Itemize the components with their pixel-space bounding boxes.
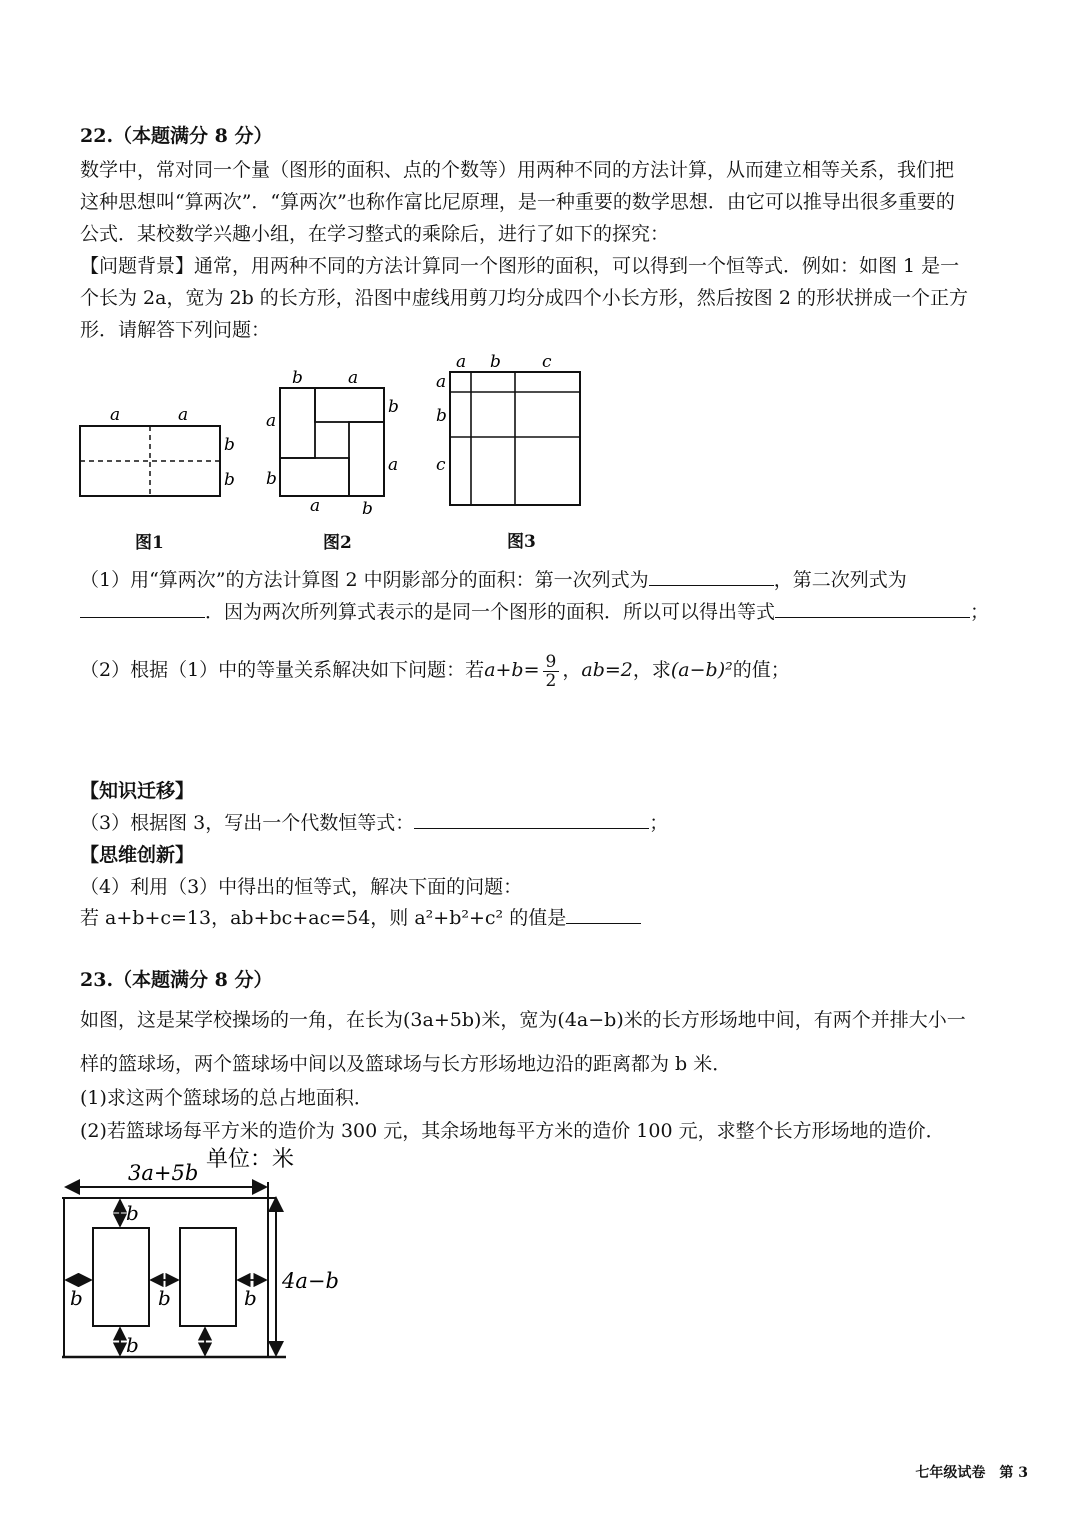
fig2-label-a-bottom: a	[310, 496, 321, 516]
fig3-label-b-left: b	[436, 406, 447, 426]
fig2-label-b-top: b	[292, 370, 303, 388]
q22-background-line-1: 【问题背景】通常，用两种不同的方法计算同一个图形的面积，可以得到一个恒等式．例如：如图 1 是一	[80, 255, 960, 277]
gap-label-right: b	[244, 1286, 257, 1310]
fig1-label-b-top: b	[224, 435, 235, 455]
figure-3	[430, 350, 590, 510]
fig1-label-a-right: a	[178, 405, 189, 425]
fraction-nine-halves: $\frac{9}{2}$	[543, 653, 560, 690]
fig3-label-a-left: a	[436, 372, 447, 392]
innovation-heading: 【思维创新】	[80, 844, 195, 866]
q22-part2-line: （2）根据（1）中的等量关系解决如下问题：若a+b= $\frac{9}{2}$ ，ab=2，求(a−b)²的值；	[80, 651, 790, 691]
q22-part1-line-2: ．因为两次所列算式表示的是同一个图形的面积．所以可以得出等式 ；	[80, 599, 989, 625]
q22-part3-line: （3）根据图 3，写出一个代数恒等式： ；	[80, 812, 669, 834]
q23-line-2: 样的篮球场，两个篮球场中间以及篮球场与长方形场地边沿的距离都为 b 米．	[80, 1053, 732, 1075]
answer-blank-equation[interactable]	[775, 599, 970, 618]
fig2-label-b-left: b	[266, 469, 277, 489]
q22-intro-line-2: 这种思想叫“算两次”．“算两次”也称作富比尼原理，是一种重要的数学思想．由它可以推导出很多重要的	[80, 191, 955, 213]
fig2-label-a-right: a	[388, 455, 399, 475]
gap-label-bottom: b	[126, 1333, 139, 1357]
fig2-label-a-left: a	[266, 411, 277, 431]
q23-part1: (1)求这两个篮球场的总占地面积．	[80, 1087, 373, 1109]
basketball-court-left	[93, 1228, 149, 1326]
answer-blank-first-expression[interactable]	[649, 567, 774, 586]
fig1-label-a-left: a	[110, 405, 121, 425]
fig3-label-b-top: b	[490, 352, 501, 372]
answer-blank-sum-of-squares[interactable]	[566, 905, 641, 924]
q23-part2: (2)若篮球场每平方米的造价为 300 元，其余场地每平方米的造价 100 元，求整个长方形场地的造价．	[80, 1120, 945, 1142]
width-label: 4a−b	[282, 1269, 339, 1293]
q22-part1-line-1: （1）用“算两次”的方法计算图 2 中阴影部分的面积：第一次列式为 ，第二次列式为	[80, 569, 907, 591]
fig3-label-a-top: a	[456, 352, 467, 372]
figure-3-caption: 图3	[507, 532, 536, 552]
q22-header: 22.（本题满分 8 分）	[80, 125, 273, 147]
field-diagram	[50, 1140, 350, 1370]
q22-background-line-2: 个长为 2a，宽为 2b 的长方形，沿图中虚线用剪刀均分成四个小长方形，然后按图 2 的形状拼成一个正方	[80, 287, 968, 309]
q22-part4-line-1: （4）利用（3）中得出的恒等式，解决下面的问题：	[80, 876, 523, 898]
figure-1	[70, 400, 250, 510]
fig1-label-b-bottom: b	[224, 470, 235, 490]
gap-label-left: b	[70, 1286, 83, 1310]
fig3-label-c-left: c	[436, 455, 446, 475]
knowledge-transfer-heading: 【知识迁移】	[80, 780, 195, 802]
q22-background-line-3: 形．请解答下列问题：	[80, 319, 271, 341]
fig2-label-b-bottom: b	[362, 499, 373, 519]
figure-1-caption: 图1	[135, 533, 164, 553]
q22-intro-line-1: 数学中，常对同一个量（图形的面积、点的个数等）用两种不同的方法计算，从而建立相等关系，我们把	[80, 159, 955, 181]
figure-2-caption: 图2	[323, 533, 352, 553]
answer-blank-identity[interactable]	[414, 810, 649, 829]
fig3-label-c-top: c	[542, 352, 552, 372]
answer-blank-second-expression[interactable]	[80, 599, 205, 618]
q22-intro-line-3: 公式．某校数学兴趣小组，在学习整式的乘除后，进行了如下的探究：	[80, 223, 670, 245]
figure-2	[260, 370, 410, 520]
gap-label-middle: b	[158, 1286, 171, 1310]
q22-part4-line-2: 若 a+b+c=13，ab+bc+ac=54，则 a²+b²+c² 的值是	[80, 905, 641, 931]
page-footer: 七年级试卷 第 3	[915, 1465, 1028, 1481]
length-label: 3a+5b	[128, 1161, 199, 1185]
q23-line-1: 如图，这是某学校操场的一角，在长为(3a+5b)米，宽为(4a−b)米的长方形场地中间，有两个并排大小一	[80, 1009, 966, 1031]
fig2-label-a-top: a	[348, 370, 359, 388]
q23-header: 23.（本题满分 8 分）	[80, 969, 273, 991]
fig2-label-b-right: b	[388, 397, 399, 417]
gap-label-top: b	[126, 1201, 139, 1225]
unit-label: 单位：米	[206, 1147, 295, 1172]
basketball-court-right	[180, 1228, 236, 1326]
